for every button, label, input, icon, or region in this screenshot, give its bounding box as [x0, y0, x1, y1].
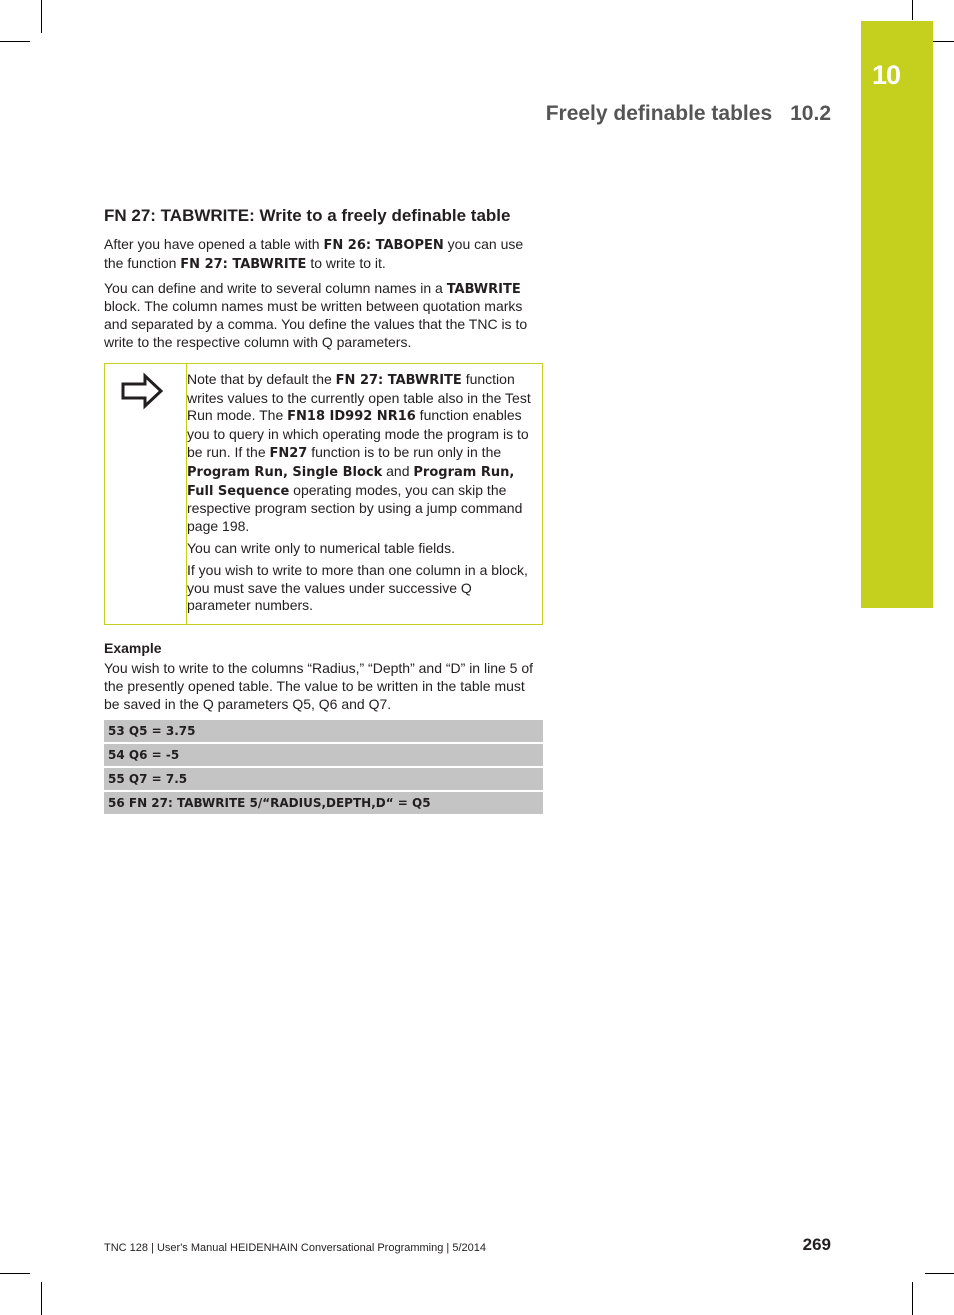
running-head-title: Freely definable tables: [545, 102, 773, 125]
keyword: FN 27: TABWRITE: [180, 256, 307, 272]
text-run: you can use the function: [104, 236, 524, 271]
chapter-tab: [861, 21, 933, 608]
note-paragraph-numeric: You can write only to numerical table fields.: [187, 539, 455, 556]
page-number: 269: [802, 1235, 831, 1254]
crop-mark: [0, 41, 30, 42]
text-run: block. The column names must be written between quotation marks and separated by a comma. You define the values that the TNC is to write to the respective column with Q parameters.: [104, 298, 528, 350]
note-divider: [186, 364, 187, 624]
arrow-right-icon: [120, 372, 164, 410]
text-run: function writes values to the currently open table also in the Test Run mode. The: [187, 370, 531, 424]
text-run: You can define and write to several column names in a: [104, 279, 447, 296]
text-run: Note that by default the: [187, 370, 336, 387]
code-line: 54 Q6 = -5: [104, 744, 543, 766]
keyword: FN27: [269, 445, 308, 461]
keyword: Program Run, Single Block: [187, 464, 383, 480]
text-run: After you have opened a table with: [104, 236, 324, 252]
crop-mark: [912, 0, 913, 20]
keyword: FN 26: TABOPEN: [323, 238, 444, 253]
footer-text: TNC 128 | User's Manual HEIDENHAIN Conversational Programming | 5/2014: [104, 1242, 486, 1254]
crop-mark: [925, 1273, 954, 1274]
crop-mark: [41, 0, 42, 33]
keyword: FN18 ID992 NR16: [287, 409, 416, 425]
text-run: operating modes, you can skip the respective program section by using a jump command page 198.: [187, 481, 523, 535]
chapter-number: 10: [872, 60, 901, 90]
main-content: [104, 205, 543, 816]
code-line: 56 FN 27: TABWRITE 5/“RADIUS,DEPTH,D“ = Q5: [104, 792, 543, 814]
crop-mark: [41, 1282, 42, 1315]
text-run: and: [382, 462, 414, 479]
text-run: function is to be run only in the: [307, 443, 502, 460]
text-run: function enables you to query in which operating mode the program is to be run. If the: [187, 407, 529, 460]
running-head-section: 10.2: [790, 102, 831, 125]
crop-mark: [0, 1273, 30, 1274]
example-heading: Example: [104, 640, 162, 657]
code-line: 55 Q7 = 7.5: [104, 768, 543, 790]
note-paragraph-mode: [187, 371, 534, 536]
crop-mark: [912, 1282, 913, 1315]
code-line: 53 Q5 = 3.75: [104, 720, 543, 742]
keyword: FN 27: TABWRITE: [335, 372, 462, 388]
intro-paragraph: [104, 236, 543, 274]
column-names-paragraph: [104, 280, 543, 352]
running-head: [546, 102, 831, 126]
section-heading: FN 27: TABWRITE: Write to a freely definable table: [104, 206, 511, 225]
text-run: to write to it.: [306, 254, 386, 271]
note-paragraph-columns: If you wish to write to more than one column in a block, you must save the values under successive Q parameter numbers.: [187, 561, 528, 614]
code-block: [104, 720, 543, 814]
note-box: [104, 363, 543, 625]
example-text: You wish to write to the columns “Radius,” “Depth” and “D” in line 5 of the presently opened table. The value to be written in the table must be saved in the Q parameters Q5, Q6 and Q7.: [104, 660, 534, 712]
keyword: TABWRITE: [446, 281, 521, 297]
keyword: Program Run, Full Sequence: [187, 464, 515, 499]
